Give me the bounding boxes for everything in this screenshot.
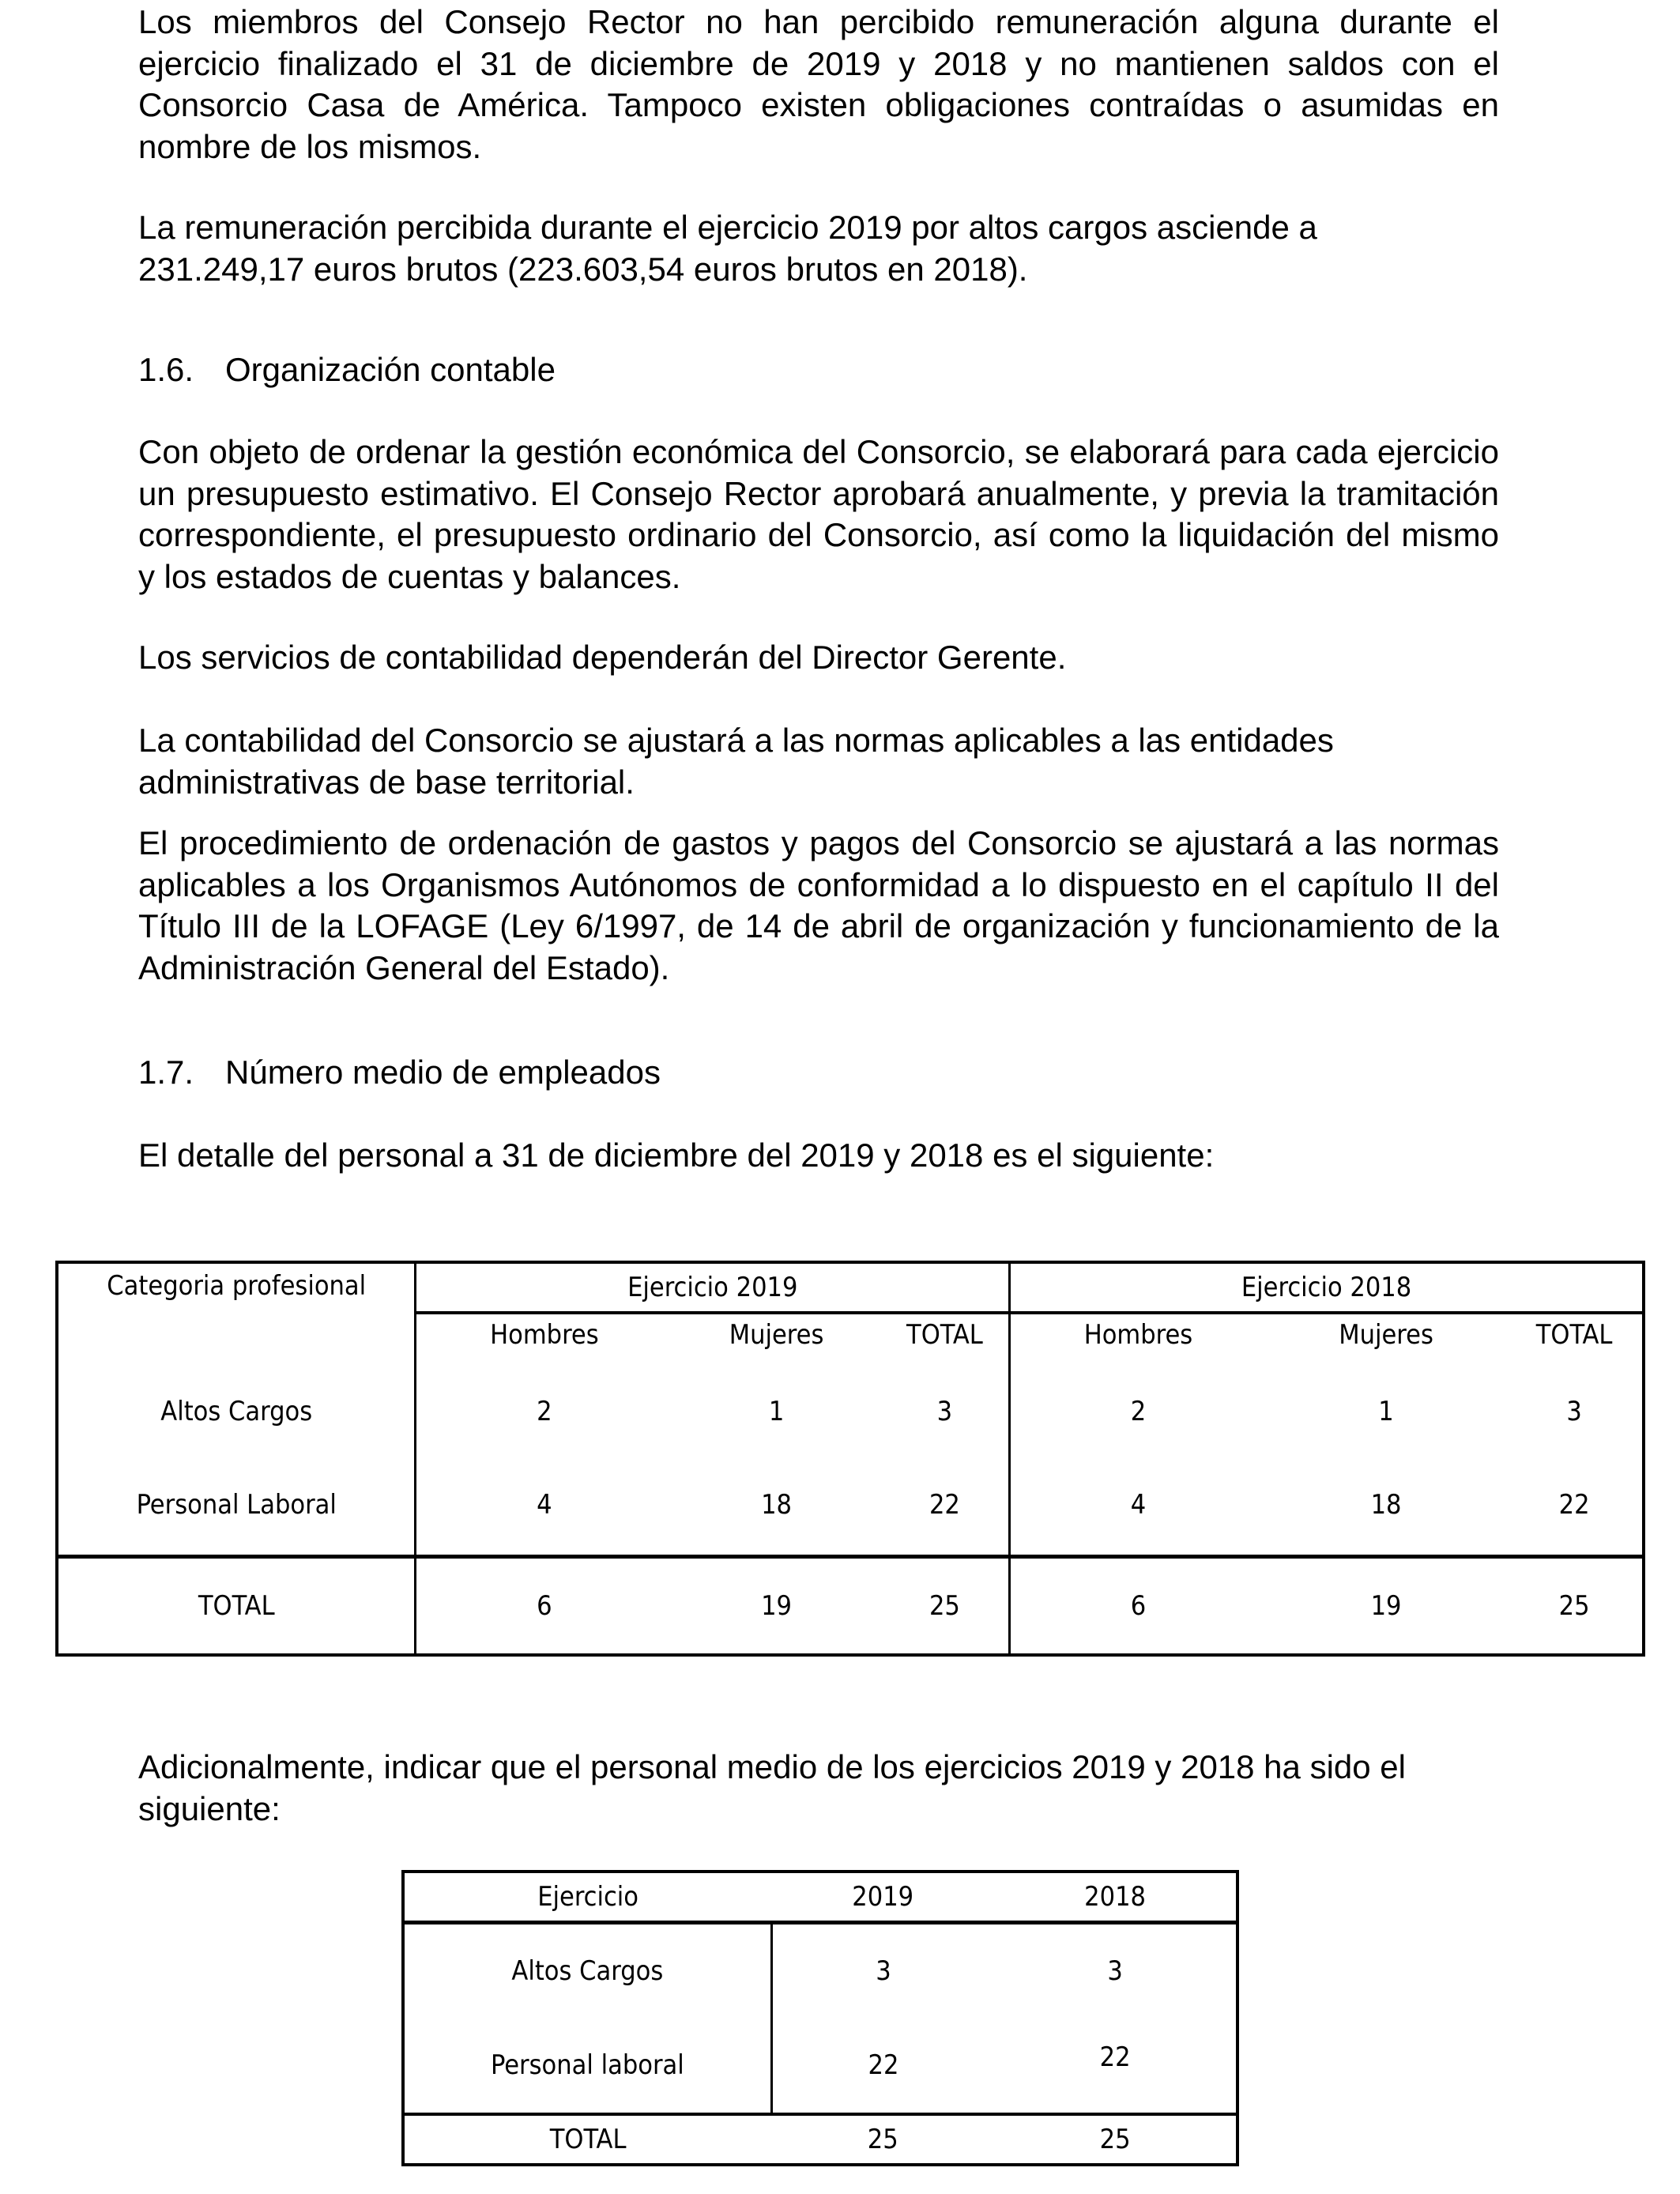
table-total-row [403, 2114, 1237, 2165]
header-ejercicio-2018: Ejercicio 2018 [1010, 1262, 1644, 1313]
section-heading-1-7 [138, 1052, 661, 1093]
cell-value: 3 [876, 1955, 891, 1987]
cell-value: 6 [1010, 1557, 1266, 1656]
cell-value: 1 [768, 1396, 785, 1427]
cell-value: 4 [1010, 1455, 1266, 1557]
section-number: 1.7. [138, 1054, 194, 1091]
header-ejercicio-2019: Ejercicio 2019 [416, 1262, 1010, 1313]
table-detalle-personal [55, 1261, 1645, 1657]
cell-value [994, 2018, 1237, 2114]
table-header-row [57, 1262, 1644, 1313]
cell-value: 4 [416, 1455, 672, 1557]
table-personal-medio [401, 1870, 1239, 2166]
section-title: Organización contable [225, 351, 556, 388]
table-row [403, 2018, 1237, 2114]
cell-value: 18 [1370, 1489, 1402, 1521]
paragraph-procedimiento: El procedimiento de ordenación de gastos y pagos del Consorcio se ajustará a las normas aplicables a los Organismos Autónomos de conformidad a lo dispuesto en el capítulo II del Título III de la LOFAGE (Ley 6/1997, de 14 de abril de organización y funcionamiento de la Administración General del Estado). [138, 824, 1499, 986]
paragraph-servicios: Los servicios de contabilidad dependerán del Director Gerente. [138, 639, 1067, 676]
paragraph-consejo-rector: Los miembros del Consejo Rector no han percibido remuneración alguna durante el ejercicio finalizado el 31 de diciembre de 2019 y 2018 y no mantienen saldos con el Consorcio Casa de América. Tampoco existen obligaciones contraídas o asumidas en nombre de los mismos. [138, 3, 1499, 165]
header-categoria: Categoria profesional [107, 1270, 367, 1302]
table-row [57, 1455, 1644, 1557]
header-ejercicio: Ejercicio [403, 1872, 771, 1923]
cell-value: 2 [416, 1368, 672, 1455]
section-title: Número medio de empleados [225, 1054, 661, 1091]
subheader-hombres-2018: Hombres [1010, 1313, 1266, 1368]
cell-value: 3 [1107, 1955, 1123, 1987]
cell-value: 22 [868, 2049, 899, 2081]
paragraph-objeto: Con objeto de ordenar la gestión económica del Consorcio, se elaborará para cada ejercicio un presupuesto estimativo. El Consejo Rector aprobará anualmente, y previa la tramitación correspondiente, el presupuesto ordinario del Consorcio, así como la liquidación del mismo y los estados de cuentas y balances. [138, 433, 1499, 595]
section-number: 1.6. [138, 351, 194, 388]
header-2019: 2019 [771, 1872, 994, 1923]
paragraph-detalle: El detalle del personal a 31 de diciembre del 2019 y 2018 es el siguiente: [138, 1137, 1215, 1174]
cell-value: 22 [1558, 1489, 1590, 1521]
row-label: Altos Cargos [160, 1396, 313, 1427]
cell-value: 2 [1010, 1368, 1266, 1455]
subheader-mujeres-2018: Mujeres [1339, 1319, 1433, 1351]
cell-value: 3 [936, 1396, 953, 1427]
cell-value: 19 [1266, 1557, 1506, 1656]
row-label: Personal Laboral [136, 1489, 337, 1521]
subheader-mujeres-2019: Mujeres [729, 1319, 824, 1351]
row-label: Personal laboral [403, 2018, 771, 2114]
table-row [403, 1923, 1237, 2019]
subheader-hombres-2019: Hombres [416, 1313, 672, 1368]
subheader-total-2019: TOTAL [906, 1319, 983, 1351]
table-total-row [57, 1557, 1644, 1656]
cell-value: 19 [672, 1557, 880, 1656]
row-label: TOTAL [57, 1557, 416, 1656]
table-row [57, 1368, 1644, 1455]
section-heading-1-6 [138, 349, 556, 390]
cell-value: 6 [416, 1557, 672, 1656]
cell-value: 3 [1566, 1396, 1582, 1427]
cell-value: 22 [929, 1489, 960, 1521]
cell-value: 25 [1506, 1557, 1644, 1656]
table-header-row [403, 1872, 1237, 1923]
paragraph-adicional: Adicionalmente, indicar que el personal medio de los ejercicios 2019 y 2018 ha sido el siguiente: [138, 1748, 1406, 1827]
subheader-total-2018: TOTAL [1535, 1319, 1613, 1351]
cell-value: 18 [761, 1489, 792, 1521]
cell-value-text: 22 [1099, 2041, 1131, 2073]
header-2018: 2018 [994, 1872, 1237, 1923]
row-label: Altos Cargos [403, 1923, 771, 2019]
cell-value: 25 [994, 2114, 1237, 2165]
cell-value: 1 [1378, 1396, 1394, 1427]
paragraph-remuneracion: La remuneración percibida durante el ejercicio 2019 por altos cargos asciende a 231.249,17 euros brutos (223.603,54 euros brutos en 2018). [138, 209, 1317, 288]
row-label: TOTAL [403, 2114, 771, 2165]
paragraph-contabilidad: La contabilidad del Consorcio se ajustará a las normas aplicables a las entidades administrativas de base territorial. [138, 722, 1334, 801]
cell-value: 25 [771, 2114, 994, 2165]
cell-value: 25 [881, 1557, 1010, 1656]
